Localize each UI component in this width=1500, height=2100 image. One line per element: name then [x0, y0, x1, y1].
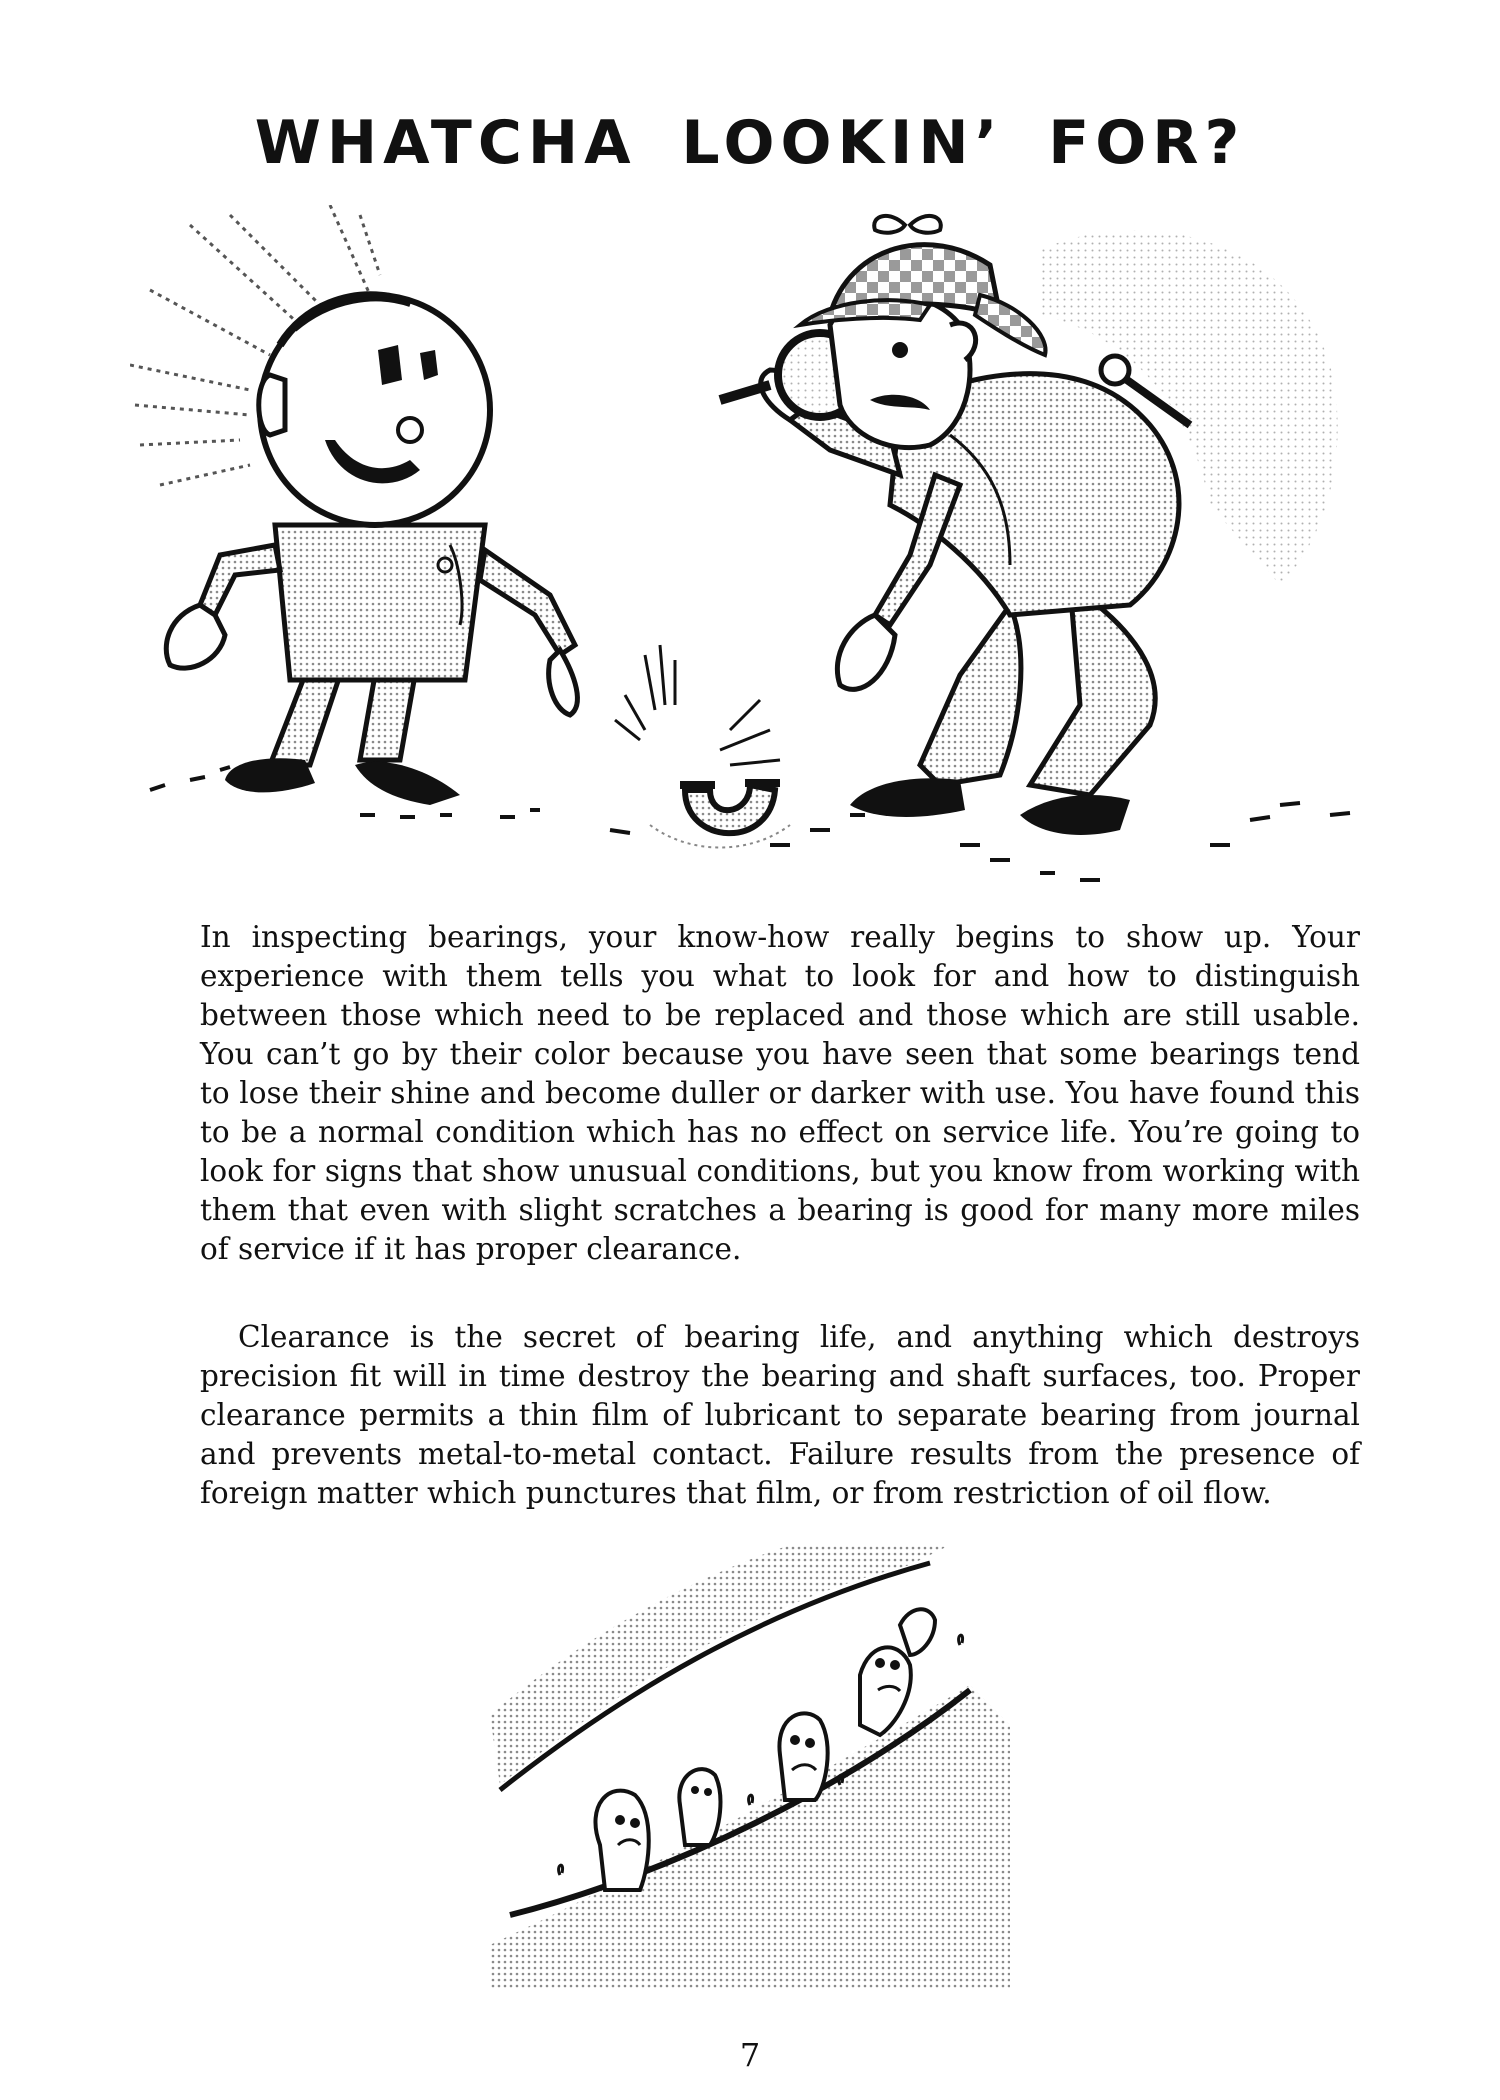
robot-and-detective-inspecting-bearing-icon: [130, 205, 1370, 895]
page-number: 7: [739, 2036, 761, 2074]
body-paragraph-2: Clearance is the secret of bearing life, and anything which destroys precision fit will in time destroy the bearing and shaft surfaces, too. Proper clearance permits a thin film of lubricant to separate bearing from journal and prevents metal-to-metal contact. Failure results from the presence of foreign matter which punctures that film, or from restriction of oil flow.: [200, 1320, 1360, 1510]
bearing-oil-film-cartoon-icon: [490, 1545, 1010, 1990]
page-title: WHATCHA LOOKIN’ FOR?: [254, 108, 1246, 178]
body-paragraph-1: In inspecting bearings, your know-how really begins to show up. Your experience with them tells you what to look for and how to distinguish between those which need to be replaced and those which are still usable. You can’t go by their color because you have seen that some bearings tend to lose their shine and become duller or darker with use. You have found this to be a normal condition which has no effect on service life. You’re going to look for signs that show unusual conditions, but you know from working with them that even with slight scratches a bearing is good for many more miles of service if it has proper clearance.: [200, 920, 1360, 1266]
